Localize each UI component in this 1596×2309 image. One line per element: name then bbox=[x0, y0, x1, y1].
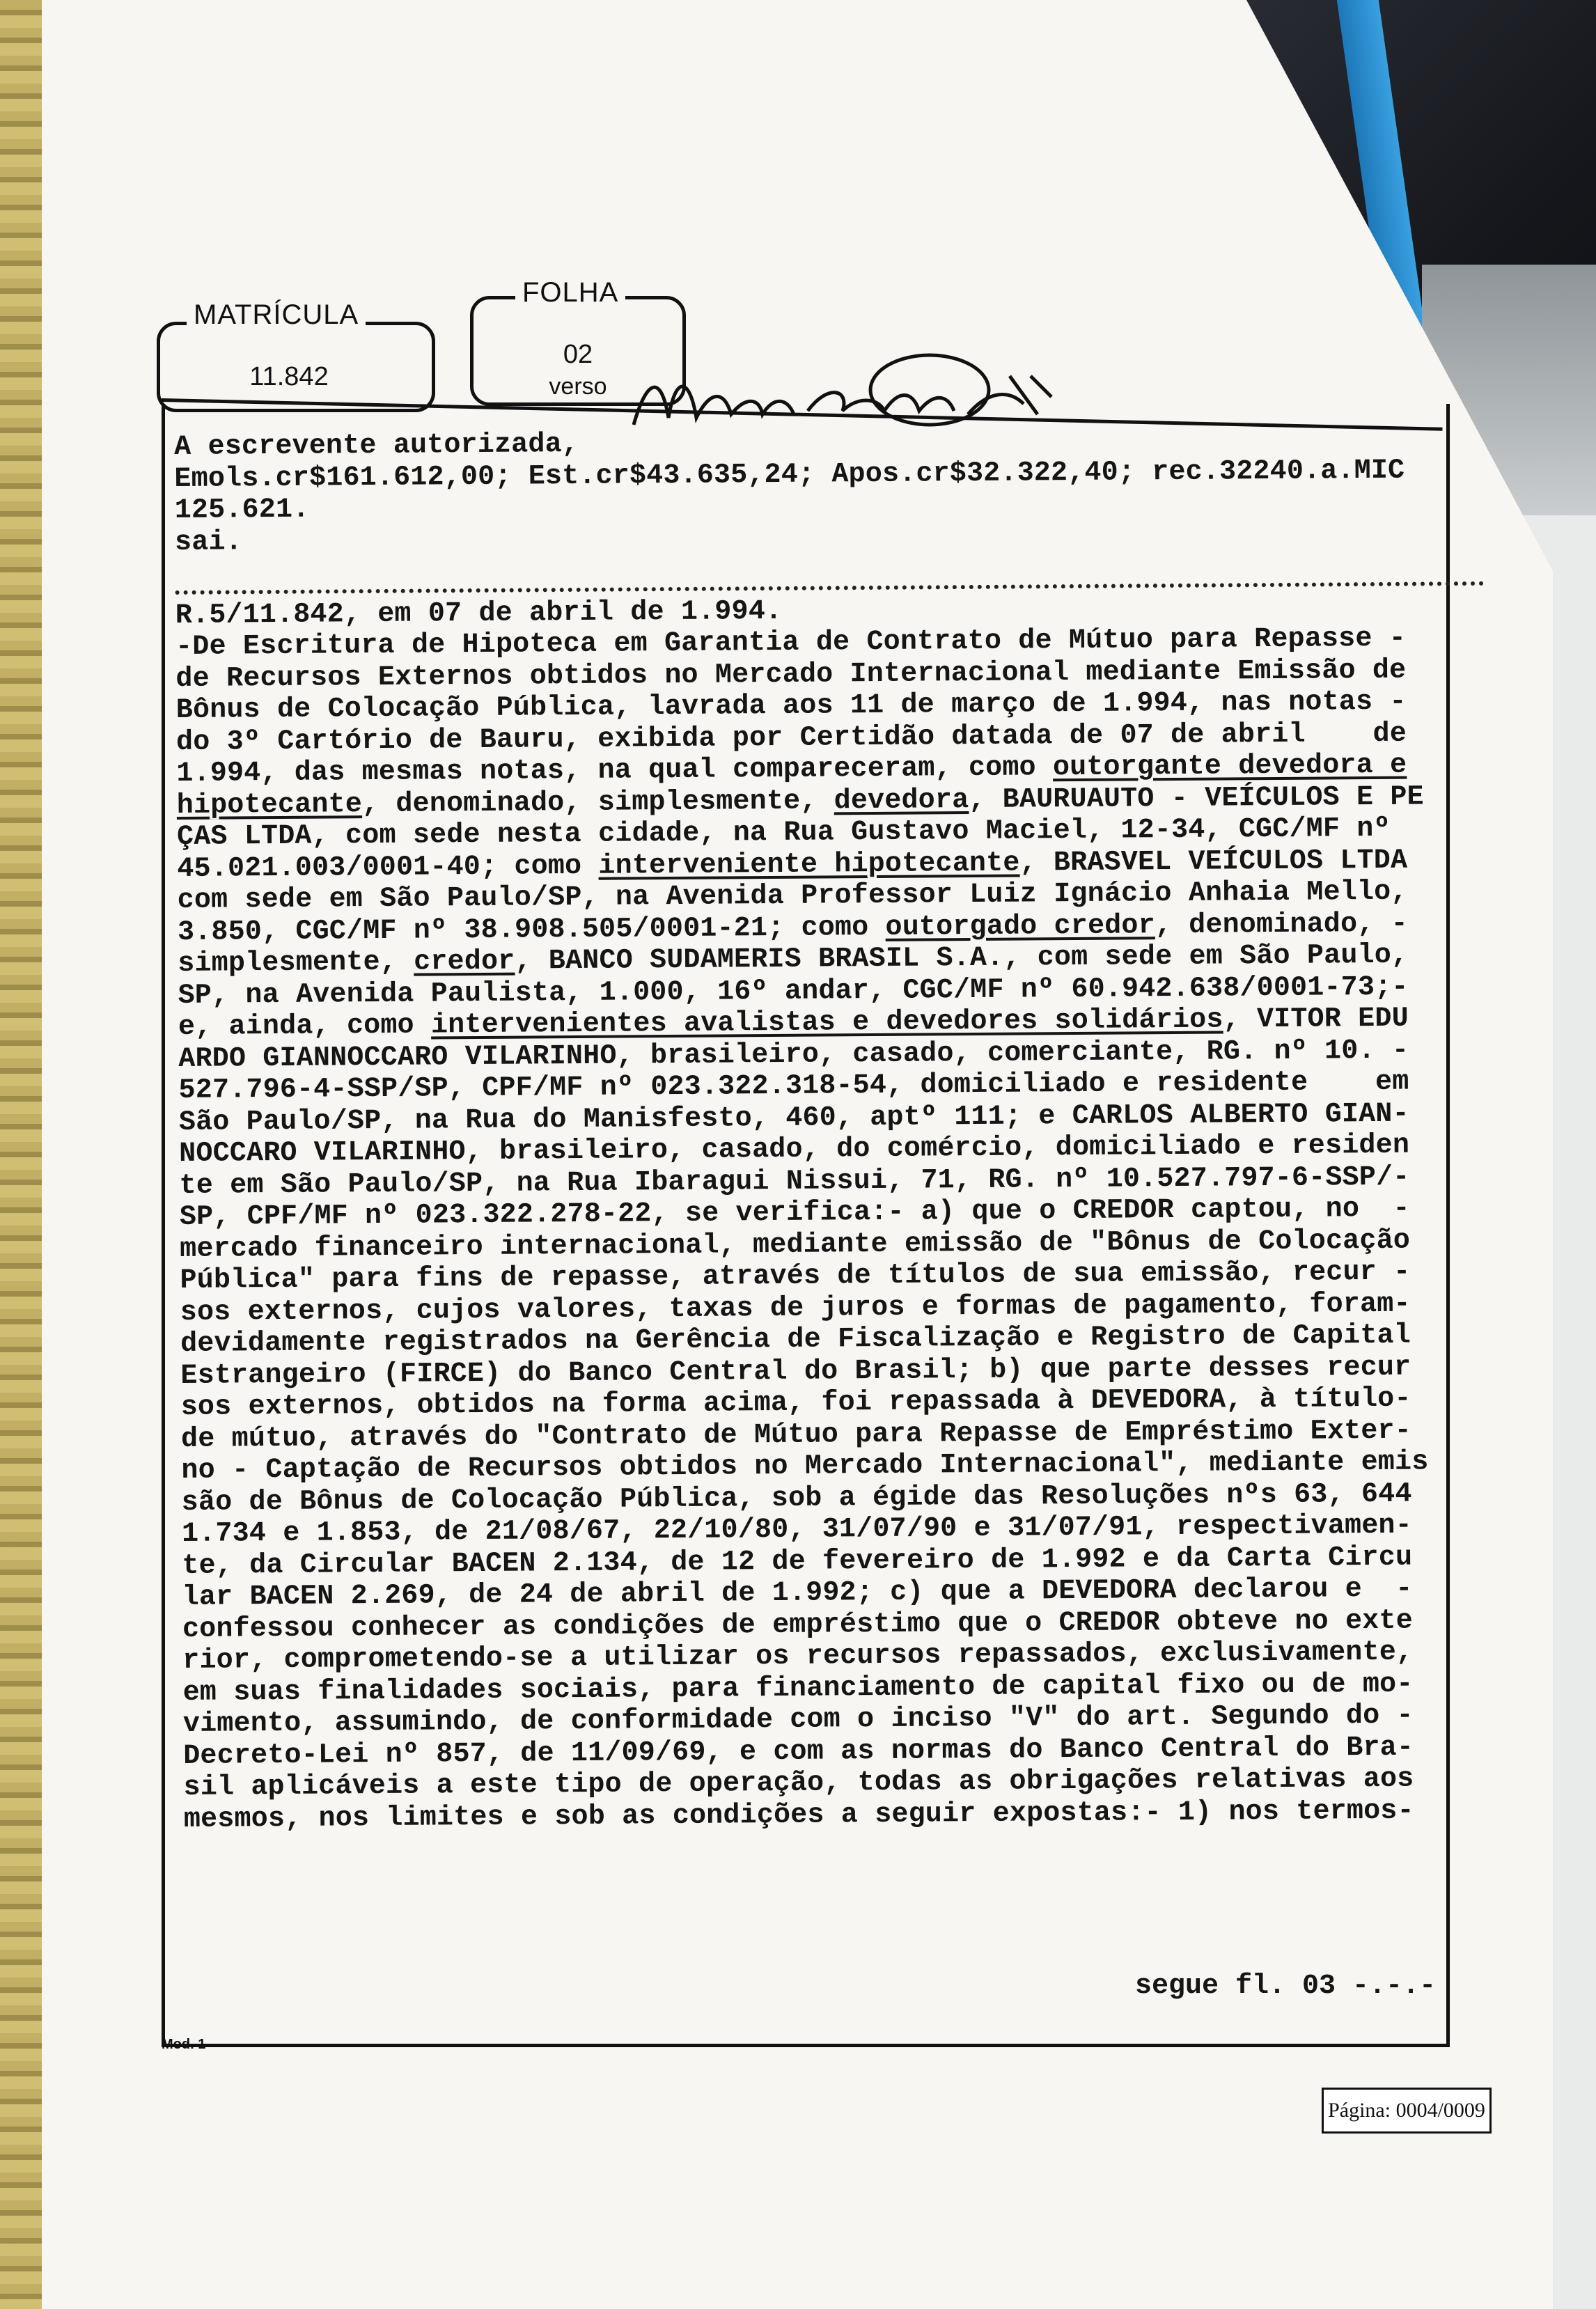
continuation-note: segue fl. 03 -.-.- bbox=[1135, 1971, 1437, 2002]
body-line-24: SP, CPF/MF nº 023.322.278-22, se verifica:- a) que o CREDOR captou, no - bbox=[179, 1193, 1410, 1233]
body-line-1: A escrevente autorizada, bbox=[174, 428, 579, 463]
body-line-38: rior, comprometendo-se a utilizar os recursos repassados, exclusivamente, bbox=[182, 1636, 1414, 1677]
body-line-28: devidamente registrados na Gerência de Fiscalização e Registro de Capital bbox=[180, 1320, 1411, 1360]
body-line-33: são de Bônus de Colocação Pública, sob a égide das Resoluções nºs 63, 644 bbox=[181, 1478, 1412, 1519]
body-line-14: com sede em São Paulo/SP, na Avenida Professor Luiz Ignácio Anhaia Mello, bbox=[177, 876, 1408, 916]
body-line-5: R.5/11.842, em 07 de abril de 1.994. bbox=[175, 595, 783, 632]
body-line-23: te em São Paulo/SP, na Rua Ibaragui Nissui, 71, RG. nº 10.527.797-6-SSP/- bbox=[179, 1161, 1410, 1202]
body-line-19: ARDO GIANNOCCARO VILARINHO, brasileiro, casado, comerciante, RG. nº 10. - bbox=[178, 1035, 1409, 1075]
body-line-26: Pública" para fins de repasse, através de títulos de sua emissão, recur - bbox=[180, 1256, 1411, 1297]
body-line-4: sai. bbox=[174, 526, 243, 558]
body-line-10: 1.994, das mesmas notas, na qual compareceram, como outorgante devedora e bbox=[176, 749, 1407, 790]
folha-value: 02 bbox=[563, 340, 593, 369]
body-line-35: te, da Circular BACEN 2.134, de 12 de fevereiro de 1.992 e da Carta Circu bbox=[182, 1542, 1413, 1582]
body-line-36: lar BACEN 2.269, de 24 de abril de 1.992; c) que a DEVEDORA declarou e - bbox=[182, 1573, 1413, 1613]
document-body bbox=[174, 423, 1493, 1836]
matricula-value: 11.842 bbox=[249, 362, 329, 391]
body-line-13: 45.021.003/0001-40; como interveniente hipotecante, BRASVEL VEÍCULOS LTDA bbox=[177, 845, 1408, 885]
body-line-37: confessou conhecer as condições de empréstimo que o CREDOR obteve no exte bbox=[182, 1605, 1414, 1645]
folha-label: FOLHA bbox=[515, 277, 625, 308]
body-line-29: Estrangeiro (FIRCE) do Banco Central do Brasil; b) que parte desses recur bbox=[180, 1352, 1411, 1392]
body-line-15: 3.850, CGC/MF nº 38.908.505/0001-21; como outorgado credor, denominado, - bbox=[177, 908, 1409, 948]
body-line-27: sos externos, cujos valores, taxas de juros e formas de pagamento, foram- bbox=[180, 1288, 1411, 1329]
body-line-8: Bônus de Colocação Pública, lavrada aos 11 de março de 1.994, nas notas - bbox=[175, 686, 1407, 726]
body-line-12: ÇAS LTDA, com sede nesta cidade, na Rua Gustavo Maciel, 12-34, CGC/MF nº bbox=[176, 813, 1391, 853]
form-code: Mod. 1 bbox=[162, 2037, 206, 2052]
matricula-label: MATRÍCULA bbox=[187, 299, 366, 331]
body-line-7: de Recursos Externos obtidos no Mercado Internacional mediante Emissão de bbox=[175, 655, 1407, 695]
body-line-30: sos externos, obtidos na forma acima, foi repassada à DEVEDORA, à título- bbox=[180, 1383, 1411, 1423]
paper-edge-binding bbox=[0, 0, 42, 2309]
folha-sub: verso bbox=[549, 373, 607, 400]
body-line-3: 125.621. bbox=[174, 494, 310, 526]
body-line-32: no - Captação de Recursos obtidos no Mercado Internacional", mediante emis bbox=[181, 1446, 1429, 1487]
body-line-17: SP, na Avenida Paulista, 1.000, 16º andar, CGC/MF nº 60.942.638/0001-73;- bbox=[178, 971, 1409, 1012]
body-line-6: -De Escritura de Hipoteca em Garantia de Contrato de Mútuo para Repasse - bbox=[175, 623, 1407, 663]
body-line-39: em suas finalidades sociais, para financiamento de capital fixo ou de mo- bbox=[182, 1668, 1414, 1709]
body-line-9: do 3º Cartório de Bauru, exibida por Certidão datada de 07 de abril de bbox=[175, 718, 1407, 758]
body-line-21: São Paulo/SP, na Rua do Manisfesto, 460, aptº 111; e CARLOS ALBERTO GIAN- bbox=[178, 1098, 1409, 1138]
body-line-40: vimento, assumindo, de conformidade com o inciso "V" do art. Segundo do - bbox=[182, 1700, 1414, 1740]
body-line-20: 527.796-4-SSP/SP, CPF/MF nº 023.322.318-54, domiciliado e residente em bbox=[178, 1066, 1409, 1106]
body-line-42: sil aplicáveis a este tipo de operação, todas as obrigações relativas aos bbox=[183, 1763, 1414, 1803]
body-line-41: Decreto-Lei nº 857, de 11/09/69, e com as normas do Banco Central do Bra- bbox=[183, 1732, 1414, 1772]
body-line-16: simplesmente, credor, BANCO SUDAMERIS BRASIL S.A., com sede em São Paulo, bbox=[178, 939, 1409, 980]
body-line-31: de mútuo, através do "Contrato de Mútuo para Repasse de Empréstimo Exter- bbox=[180, 1415, 1412, 1455]
body-line-25: mercado financeiro internacional, mediante emissão de "Bônus de Colocação bbox=[180, 1225, 1411, 1265]
page-number-badge: Página: 0004/0009 bbox=[1322, 2088, 1492, 2134]
body-line-18: e, ainda, como intervenientes avalistas e devedores solidários, VITOR EDU bbox=[178, 1003, 1409, 1043]
body-line-2: Emols.cr$161.612,00; Est.cr$43.635,24; Apos.cr$32.322,40; rec.32240.a.MIC bbox=[174, 455, 1405, 495]
body-line-43: mesmos, nos limites e sob as condições a seguir expostas:- 1) nos termos- bbox=[183, 1795, 1414, 1836]
body-line-22: NOCCARO VILARINHO, brasileiro, casado, do comércio, domiciliado e residen bbox=[179, 1129, 1410, 1170]
body-line-11: hipotecante, denominado, simplesmente, devedora, BAURUAUTO - VEÍCULOS E PE bbox=[176, 781, 1424, 822]
body-line-34: 1.734 e 1.853, de 21/08/67, 22/10/80, 31/07/90 e 31/07/91, respectivamen- bbox=[181, 1510, 1413, 1550]
